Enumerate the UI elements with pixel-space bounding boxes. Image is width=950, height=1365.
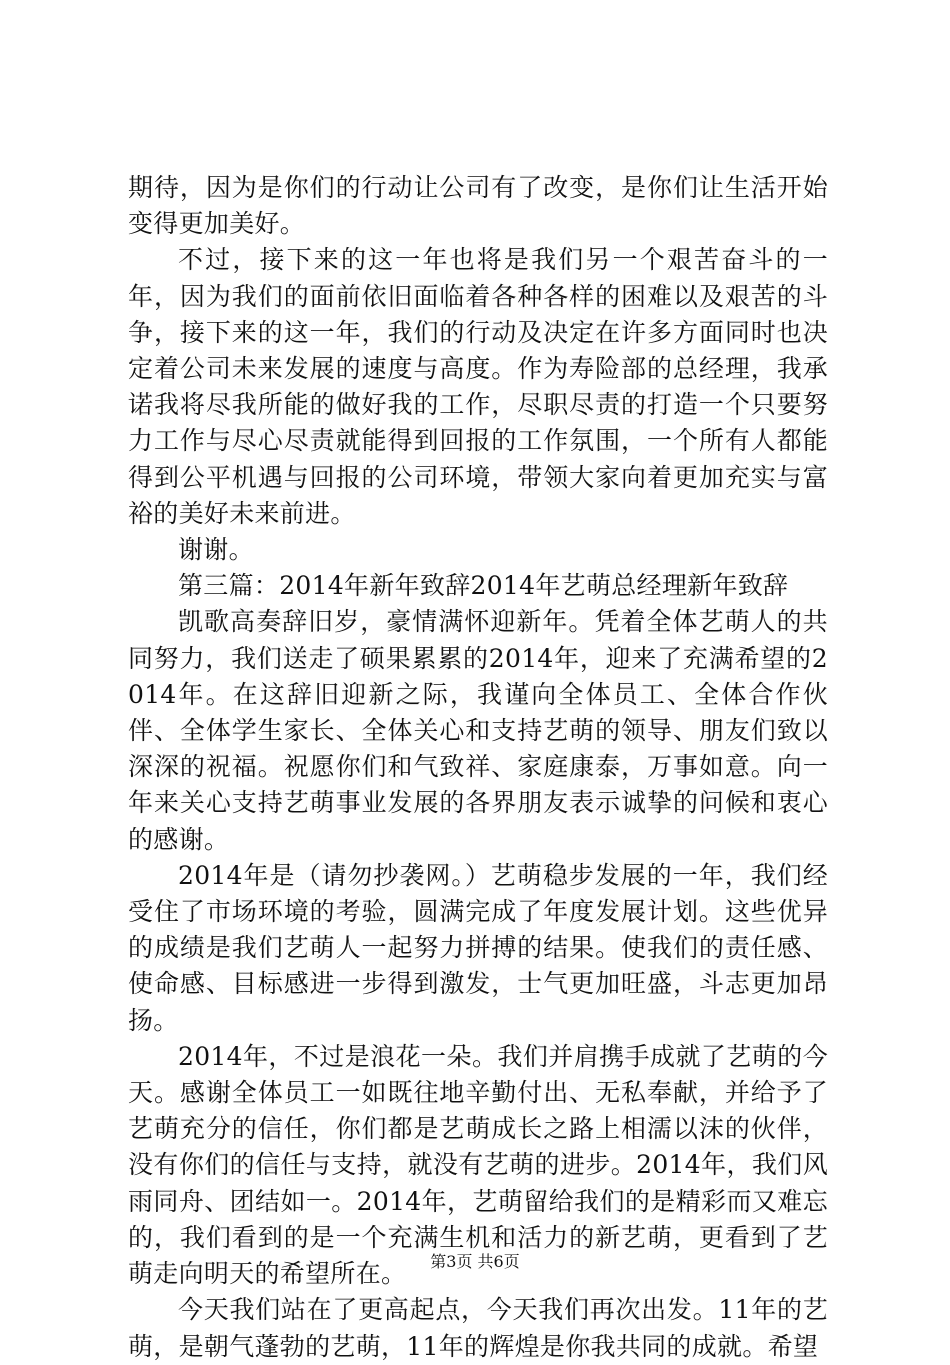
page-number: 第3页 共6页 (430, 1252, 520, 1271)
section-heading: 第三篇：2014年新年致辞2014年艺萌总经理新年致辞 (178, 571, 789, 601)
page-footer (0, 1252, 950, 1272)
paragraph-3: 谢谢。 (178, 535, 254, 565)
paragraph-2: 不过，接下来的这一年也将是我们另一个艰苦奋斗的一年，因为我们的面前依旧面临着各种各样的困难以及艰苦的斗争，接下来的这一年，我们的行动及决定在许多方面同时也决定着公司未来发展的速度与高度。作为寿险部的总经理，我承诺我将尽我所能的做好我的工作，尽职尽责的打造一个只要努力工作与尽心尽责就能得到回报的工作氛围，一个所有人都能得到公平机遇与回报的公司环境，带领大家向着更加充实与富裕的美好未来前进。 (128, 245, 828, 528)
paragraph-5: 凯歌高奏辞旧岁，豪情满怀迎新年。凭着全体艺萌人的共同努力，我们送走了硕果累累的2014年，迎来了充满希望的2014年。在这辞旧迎新之际，我谨向全体员工、全体合作伙伴、全体学生家长、全体关心和支持艺萌的领导、朋友们致以深深的祝福。祝愿你们和气致祥、家庭康泰，万事如意。向一年来关心支持艺萌事业发展的各界朋友表示诚挚的问候和衷心的感谢。 (128, 607, 828, 854)
paragraph-7: 2014年，不过是浪花一朵。我们并肩携手成就了艺萌的今天。感谢全体员工一如既往地辛勤付出、无私奉献，并给予了艺萌充分的信任，你们都是艺萌成长之路上相濡以沫的伙伴，没有你们的信任与支持，就没有艺萌的进步。2014年，我们风雨同舟、团结如一。2014年，艺萌留给我们的是精彩而又难忘的，我们看到的是一个充满生机和活力的新艺萌，更看到了艺萌走向明天的希望所在。 (128, 1041, 828, 1289)
paragraph-1: 期待，因为是你们的行动让公司有了改变，是你们让生活开始变得更加美好。 (128, 173, 828, 239)
document-body (128, 170, 828, 1365)
paragraph-6: 2014年是（请勿抄袭网。）艺萌稳步发展的一年，我们经受住了市场环境的考验，圆满完成了年度发展计划。这些优异的成绩是我们艺萌人一起努力拼搏的结果。使我们的责任感、使命感、目标感进一步得到激发，士气更加旺盛，斗志更加昂扬。 (128, 860, 828, 1035)
paragraph-8: 今天我们站在了更高起点，今天我们再次出发。11年的艺萌，是朝气蓬勃的艺萌，11年的辉煌是你我共同的成就。希望 (128, 1295, 828, 1361)
